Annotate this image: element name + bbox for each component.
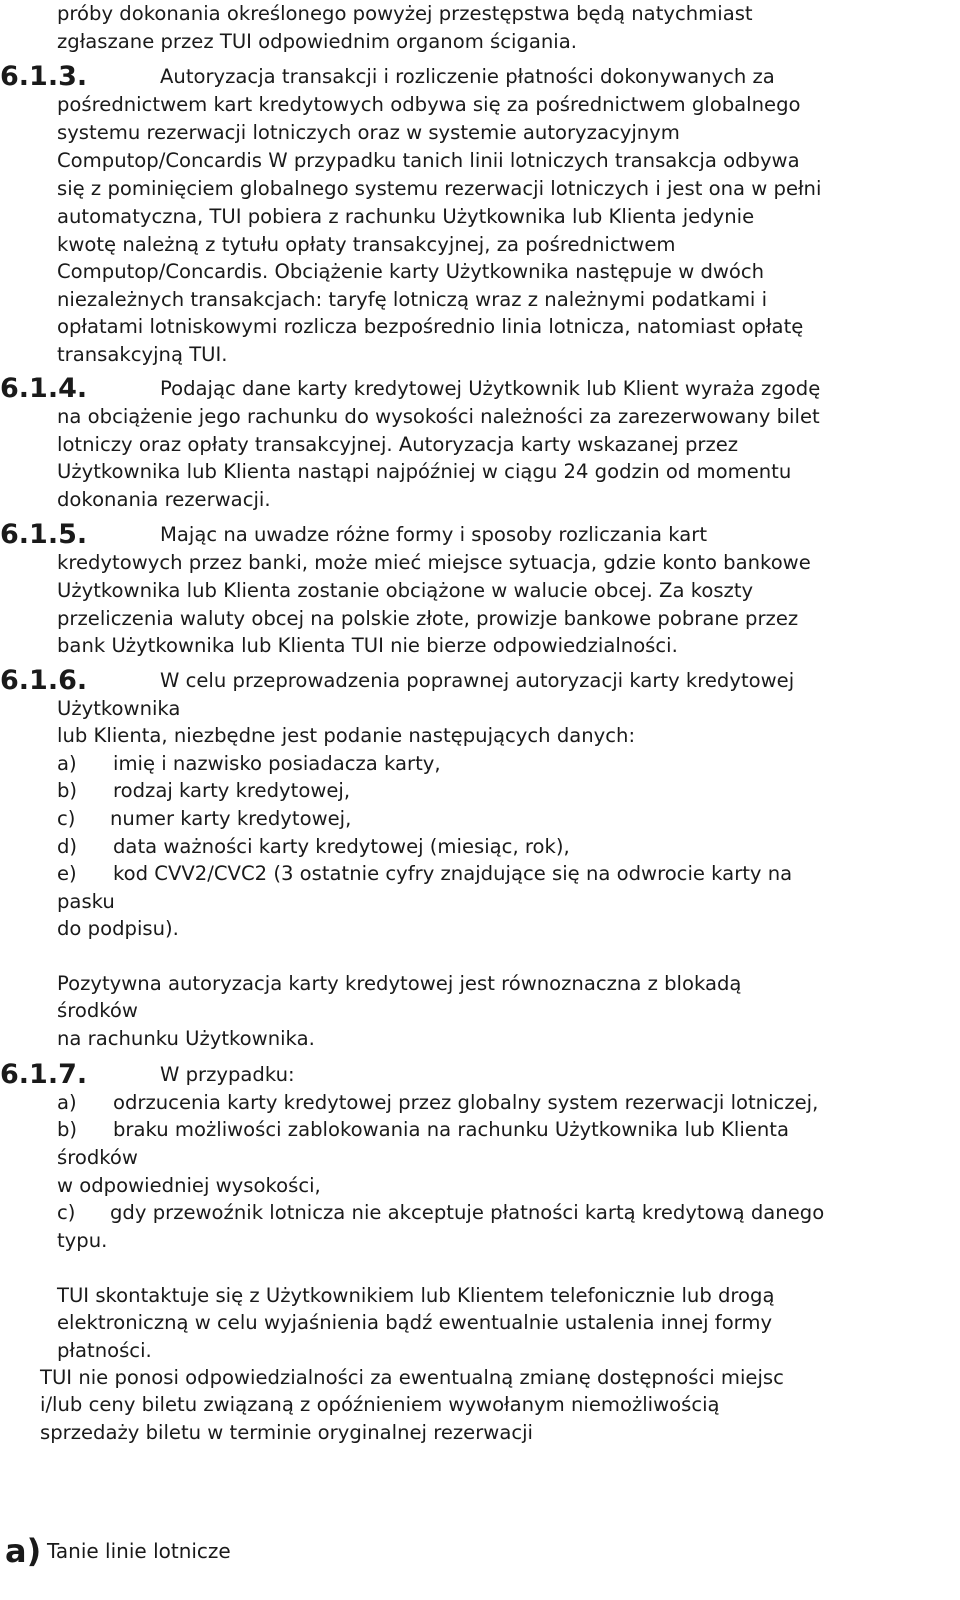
section-6-1-5-line-1: Mając na uwadze różne formy i sposoby rozliczania kart [160,523,708,546]
section-6-1-3-line-4: Computop/Concardis W przypadku tanich linii lotniczych transakcja odbywa [57,149,800,172]
section-6-1-3-line-10: opłatami lotniskowymi rozlicza bezpośrednio linia lotnicza, natomiast opłatę [57,315,804,338]
section-6-1-6-line-1: W celu przeprowadzenia poprawnej autoryzacji karty kredytowej [160,669,795,692]
list-item-text: imię i nazwisko posiadacza karty, [113,752,441,775]
section-6-1-5-line-4: przeliczenia waluty obcej na polskie złote, prowizje bankowe pobrane przez [57,607,799,630]
list-item-text: odrzucenia karty kredytowej przez globalny system rezerwacji lotniczej, [113,1091,819,1114]
section-6-1-7-intro: W przypadku: [160,1063,295,1086]
list-item-continuation: typu. [57,1229,108,1252]
section-number-6-1-3: 6.1.3. [0,61,88,92]
list-item-letter: c) [57,807,76,830]
section-6-1-3-line-8: Computop/Concardis. Obciążenie karty Użytkownika następuje w dwóch [57,260,765,283]
list-item-continuation: do podpisu). [57,917,179,940]
contact-line-3: płatności. [57,1339,152,1362]
list-item-text: gdy przewoźnik lotnicza nie akceptuje płatności kartą kredytową danego [110,1201,825,1224]
section-number-6-1-4: 6.1.4. [0,373,88,404]
continuation-line-2: zgłaszane przez TUI odpowiednim organom ścigania. [57,30,577,53]
section-6-1-3-line-5: się z pominięciem globalnego systemu rezerwacji lotniczych i jest ona w pełni [57,177,822,200]
section-6-1-3-line-2: pośrednictwem kart kredytowych odbywa się za pośrednictwem globalnego [57,93,801,116]
section-6-1-5-line-2: kredytowych przez banki, może mieć miejsce sytuacja, gdzie konto bankowe [57,551,811,574]
section-number-6-1-7: 6.1.7. [0,1059,88,1090]
section-6-1-6-line-2: Użytkownika [57,697,181,720]
section-6-1-3-line-3: systemu rezerwacji lotniczych oraz w systemie autoryzacyjnym [57,121,680,144]
list-item-text: braku możliwości zablokowania na rachunku Użytkownika lub Klienta [113,1118,789,1141]
section-6-1-3-line-6: automatyczna, TUI pobiera z rachunku Użytkownika lub Klienta jedynie [57,205,755,228]
contact-line-2: elektroniczną w celu wyjaśnienia bądź ewentualnie ustalenia innej formy [57,1311,773,1334]
section-6-1-5-line-3: Użytkownika lub Klienta zostanie obciążone w walucie obcej. Za koszty [57,579,754,602]
list-item-letter: d) [57,835,78,858]
section-6-1-4-line-3: lotniczy oraz opłaty transakcyjnej. Autoryzacja karty wskazanej przez [57,433,739,456]
subsection-letter: a) [5,1532,42,1570]
list-item-text: data ważności karty kredytowej (miesiąc, rok), [113,835,570,858]
section-number-6-1-6: 6.1.6. [0,665,88,696]
list-item-continuation: w odpowiedniej wysokości, [57,1174,321,1197]
list-item-text: kod CVV2/CVC2 (3 ostatnie cyfry znajdujące się na odwrocie karty na [113,862,793,885]
section-6-1-3-line-1: Autoryzacja transakcji i rozliczenie płatności dokonywanych za [160,65,775,88]
section-6-1-3-line-7: kwotę należną z tytułu opłaty transakcyjnej, za pośrednictwem [57,233,676,256]
list-item-text: rodzaj karty kredytowej, [113,779,351,802]
liability-line-1: TUI nie ponosi odpowiedzialności za ewentualną zmianę dostępności miejsc [40,1366,784,1389]
subsection-title: Tanie linie lotnicze [47,1539,231,1563]
section-number-6-1-5: 6.1.5. [0,519,88,550]
list-item-text: numer karty kredytowej, [110,807,352,830]
liability-line-3: sprzedaży biletu w terminie oryginalnej rezerwacji [40,1421,533,1444]
list-item-continuation: środków [57,1146,138,1169]
section-6-1-3-line-9: niezależnych transakcjach: taryfę lotniczą wraz z należnymi podatkami i [57,288,768,311]
section-6-1-4-line-4: Użytkownika lub Klienta nastąpi najpóźniej w ciągu 24 godzin od momentu [57,460,792,483]
list-item-letter: c) [57,1201,76,1224]
continuation-line-1: próby dokonania określonego powyżej przestępstwa będą natychmiast [57,2,753,25]
list-item-letter: b) [57,779,78,802]
authorization-note-line-2: środków [57,999,138,1022]
section-6-1-6-line-3: lub Klienta, niezbędne jest podanie następujących danych: [57,724,636,747]
authorization-note-line-1: Pozytywna autoryzacja karty kredytowej jest równoznaczna z blokadą [57,972,742,995]
list-item-letter: a) [57,1091,77,1114]
contact-line-1: TUI skontaktuje się z Użytkownikiem lub Klientem telefonicznie lub drogą [57,1284,775,1307]
section-6-1-3-line-11: transakcyjną TUI. [57,343,228,366]
list-item-letter: a) [57,752,77,775]
list-item-continuation: pasku [57,890,115,913]
section-6-1-4-line-1: Podając dane karty kredytowej Użytkownik lub Klient wyraża zgodę [160,377,821,400]
list-item-letter: b) [57,1118,78,1141]
authorization-note-line-3: na rachunku Użytkownika. [57,1027,315,1050]
section-6-1-4-line-5: dokonania rezerwacji. [57,488,271,511]
list-item-letter: e) [57,862,77,885]
section-6-1-4-line-2: na obciążenie jego rachunku do wysokości należności za zarezerwowany bilet [57,405,820,428]
section-6-1-5-line-5: bank Użytkownika lub Klienta TUI nie bierze odpowiedzialności. [57,634,678,657]
liability-line-2: i/lub ceny biletu związaną z opóźnieniem wywołanym niemożliwością [40,1393,720,1416]
